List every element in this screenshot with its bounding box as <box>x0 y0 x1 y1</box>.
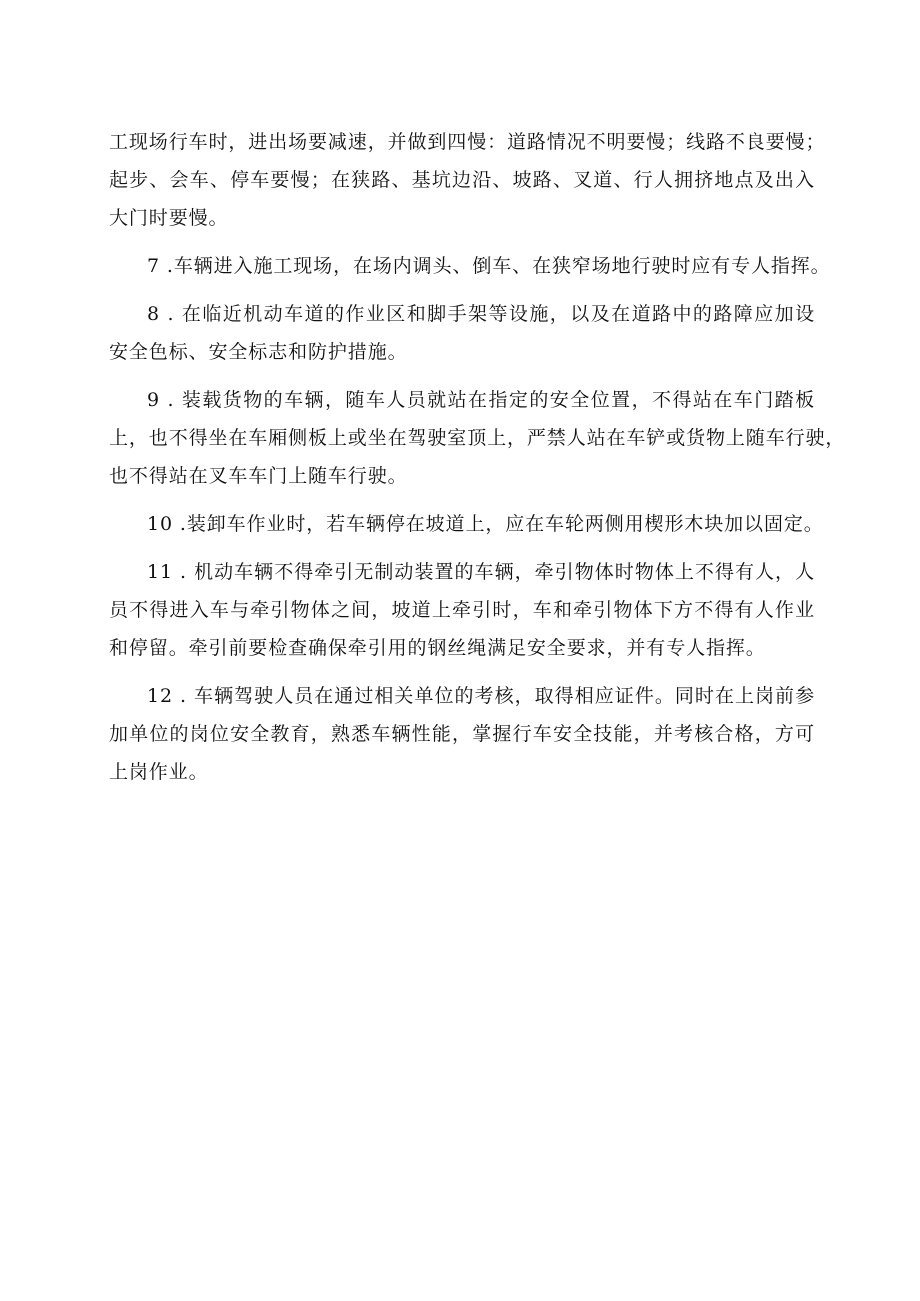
list-item-12 <box>109 677 815 791</box>
list-item-10 <box>109 505 824 543</box>
text-line: 11 . 机动车辆不得牵引无制动装置的车辆，牵引物体时物体上不得有人，人 <box>147 561 815 583</box>
continuation-paragraph <box>109 123 826 237</box>
list-item-9 <box>109 381 846 495</box>
text-line: 10 .装卸车作业时，若车辆停在坡道上，应在车轮两侧用楔形木块加以固定。 <box>147 513 824 535</box>
text-line: 7 .车辆进入施工现场，在场内调头、倒车、在狭窄场地行驶时应有专人指挥。 <box>147 255 831 277</box>
text-line: 9 . 装载货物的车辆，随车人员就站在指定的安全位置，不得站在车门踏板 <box>147 389 815 411</box>
document-page <box>109 123 846 791</box>
list-item-11 <box>109 553 815 667</box>
text-line: 员不得进入车与牵引物体之间，坡道上牵引时，车和牵引物体下方不得有人作业 <box>109 599 815 621</box>
text-line: 8 . 在临近机动车道的作业区和脚手架等设施，以及在道路中的路障应加设 <box>147 303 815 325</box>
text-line: 加单位的岗位安全教育，熟悉车辆性能，掌握行车安全技能，并考核合格，方可 <box>109 723 815 745</box>
text-line: 上岗作业。 <box>109 761 209 783</box>
text-line: 也不得站在叉车车门上随车行驶。 <box>109 465 408 487</box>
text-line: 上，也不得坐在车厢侧板上或坐在驾驶室顶上，严禁人站在车铲或货物上随车行驶， <box>109 427 846 449</box>
text-line: 安全色标、安全标志和防护措施。 <box>109 341 408 363</box>
list-item-8 <box>109 295 815 371</box>
text-line: 工现场行车时，进出场要减速，并做到四慢：道路情况不明要慢；线路不良要慢； <box>109 131 826 153</box>
text-line: 12 . 车辆驾驶人员在通过相关单位的考核，取得相应证件。同时在上岗前参 <box>147 685 815 707</box>
text-line: 大门时要慢。 <box>109 207 229 229</box>
text-line: 起步、会车、停车要慢；在狭路、基坑边沿、坡路、叉道、行人拥挤地点及出入 <box>109 169 815 191</box>
list-item-7 <box>109 247 831 285</box>
text-line: 和停留。牵引前要检查确保牵引用的钢丝绳满足安全要求，并有专人指挥。 <box>109 637 766 659</box>
